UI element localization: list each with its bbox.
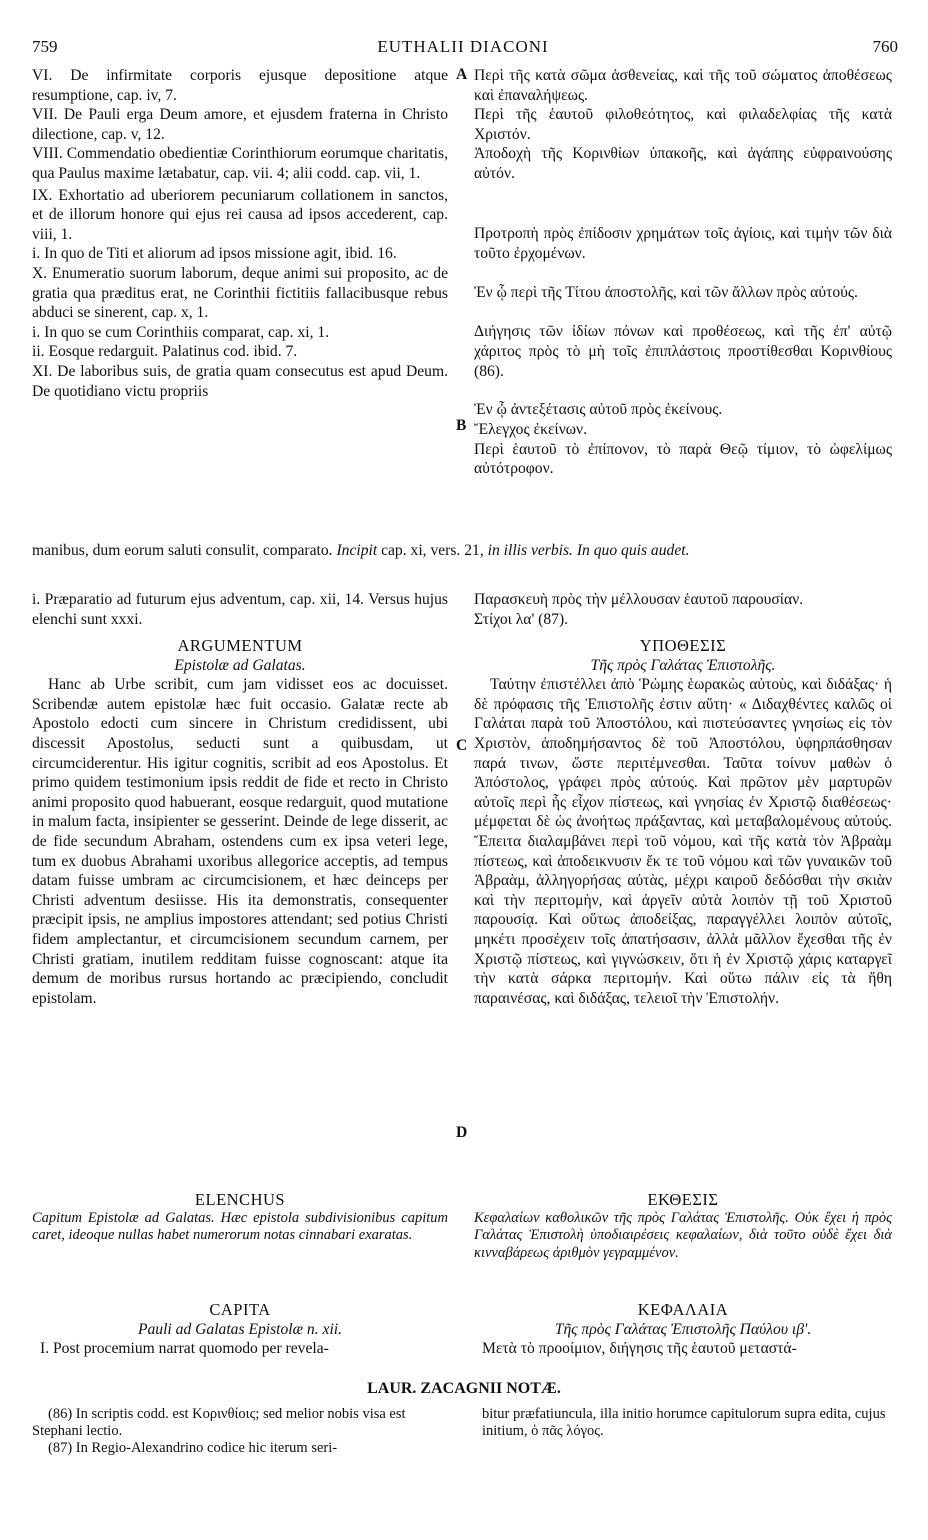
latin-toc-entry: XI. De laboribus suis, de gratia quam consecutus est apud Deum. De quotidiano victu propriis [32,362,448,400]
hypothesis-text: Ταύτην ἐπιστέλλει ἀπὸ Ῥώμης ἑωρακὼς αὐτοὺς, καὶ διδάξας· ἡ δὲ πρόφασις τῆς Ἐπιστολῆς ἐστιν αὕτη· « Διδαχθέντες καλῶς οἱ Γαλάται παρὰ τοῦ Ἀποστόλου, καὶ πιστεύσαντες γνησίως εἰς τὸν Χριστὸν, ἀποδημήσαντος δὲ τοῦ Ἀποστόλου, ὑφηρπάσθησαν παρά τινων, ὥστε περιτέμνεσθαι. Ταῦτα τοίνυν μαθὼν ὁ Ἀπόστολος, γράφει πρὸς αὐτούς. Καὶ πρῶτον μὲν μαρτυρῶν αὐτοῖς περὶ ἧς εἶχον πίστεως, καὶ γνησίας ἐν Χριστῷ διαθέσεως· μέμφεται δὲ ὡς ἀνοήτως πράξαντας, καὶ μεταβαλομένους αὐτούς. Ἔπειτα διαλαμβάνει περὶ τοῦ νόμου, καὶ τῆς κατὰ τὸν Ἀβραὰμ πίστεως, καὶ ἀποδεικνυσιν ἔκ τε τοῦ νόμου καὶ τῶν γυναικῶν τοῦ Ἀβραὰμ, ἀλληγορήσας αὐτὰς, μέχρι καιροῦ δεδόσθαι τὴν σκιὰν καὶ τὴν περιτομὴν, καὶ ἀργεῖν αὐτὰ λοιπὸν τῇ τοῦ Χριστοῦ παρουσίᾳ. Καὶ οὕτως ἀποδείξας, παραγγέλλει λοιπὸν αὐτοῖς, μηκέτι προσέχειν τοῖς ἀπατήσασιν, ἀλλὰ μᾶλλον ἔχεσθαι τῆς ἐν Χριστῷ πίστεως, καὶ γιγνώσκειν, ὅτι ἡ ἐν Χριστῷ χάρις καταργεῖ τὴν κατὰ σάρκα περιτομήν. Καὶ οὕτω πάλιν εἰς τὰ ἤθη παραινέσας, καὶ διδάξας, τελειοῖ τὴν Ἐπιστολήν. [474,676,892,1007]
footnote-87-continuation: bitur præfatiuncula, illa initio horumce capitulorum supra edita, cujus initium, ὁ πᾶς λόγος. [482,1406,886,1439]
latin-elenchus [32,1190,448,1245]
incipit-word: Incipit [336,542,378,559]
capita-text: I. Post procemium narrat quomodo per revela- [40,1340,329,1358]
running-title: EUTHALII DIACONI [377,37,549,56]
kephalaia-text: Μετὰ τὸ προοίμιον, διήγησις τῆς ἑαυτοῦ μεταστά- [482,1340,797,1358]
ekthesis-text: Κεφαλαίων καθολικῶν τῆς πρὸς Γαλάτας Ἐπιστολῆς. Οὐκ ἔχει ἡ πρὸς Γαλάτας Ἐπιστολὴ ὑποδιαιρέσεις κεφαλαίων, διὰ τοῦτο οὐδὲ ἔχει διὰ κινναβάρεως ἀριθμὸν γεγραμμένον. [474,1209,892,1261]
latin-mid-column [32,590,448,629]
notes-heading: LAUR. ZACAGNII NOTÆ. [367,1380,561,1397]
page-header [28,37,898,59]
greek-mid-entry: Παρασκευὴ πρὸς τὴν μέλλουσαν ἑαυτοῦ παρουσίαν. [474,591,804,608]
elenchus-heading: ELENCHUS [194,1190,286,1209]
greek-toc-entry: Περὶ ἑαυτοῦ τὸ ἐπίπονον, τὸ παρὰ Θεῷ τίμιον, τὸ ὠφελίμως αὐτότροφον. [474,440,892,478]
margin-marker-c: C [456,737,468,754]
incipit-tail: in illis verbis. In quo quis audet. [487,542,690,559]
capita-heading: CAPITA [209,1300,271,1319]
kephalaia-heading: ΚΕΦΑΛΑΙΑ [637,1300,729,1319]
greek-toc-entry: Περὶ τῆς ἑαυτοῦ φιλοθεότητος, καὶ φιλαδελφίας τῆς κατὰ Χριστόν. [474,106,892,143]
greek-mid-column [474,590,892,629]
latin-toc-entry: i. In quo de Titi et aliorum ad ipsos missione agit, ibid. 16. [32,245,397,263]
notes-left-column [32,1406,448,1457]
latin-argumentum [32,636,448,1008]
notes-right-column [482,1406,892,1440]
latin-toc-entry: X. Enumeratio suorum laborum, deque animi sui proposito, ac de gratia qua præditus erat, ne Corinthii fictitiis fallacibusque rebus abduci se sinerent, cap. x, 1. [32,264,448,322]
greek-mid-entry: Στίχοι λα' (87). [474,610,569,628]
latin-toc-column [32,66,448,401]
margin-marker-d: D [456,1124,468,1141]
latin-toc-entry: ii. Eosque redarguit. Palatinus cod. ibid. 7. [32,343,298,361]
greek-toc-column [474,66,892,479]
latin-mid-entry: i. Præparatio ad futurum ejus adventum, cap. xii, 14. Versus hujus elenchi sunt xxxi. [32,591,448,628]
footnote-87: (87) In Regio-Alexandrino codice hic iterum seri- [48,1440,338,1456]
incipit-line [32,541,894,561]
latin-toc-entry: VII. De Pauli erga Deum amore, et ejusdem fraterna in Christo dilectione, cap. v, 12. [32,106,448,143]
ekthesis-heading: ΕΚΘΕΣΙΣ [647,1190,719,1209]
kephalaia-subheading: Τῆς πρὸς Γαλάτας Ἐπιστολῆς Παύλου ιβ'. [554,1320,812,1338]
argumentum-subheading: Epistolæ ad Galatas. [174,656,306,674]
latin-toc-entry: i. In quo se cum Corinthiis comparat, cap. xi, 1. [32,323,330,341]
greek-toc-entry: Ἐν ᾧ ἀντεξέτασις αὐτοῦ πρὸς ἐκείνους. [474,401,723,419]
footnote-86: (86) In scriptis codd. est Κορινθίοις; sed melior nobis visa est Stephani lectio. [32,1406,406,1439]
page-number-right: 760 [872,37,898,56]
hypothesis-heading: ΥΠΟΘΕΣΙΣ [639,636,727,655]
latin-toc-entry: VIII. Commendatio obedientiæ Corinthiorum eorumque charitatis, qua Paulus maxime lætabatur, cap. vii. 4; alii codd. cap. vii, 1. [32,145,448,182]
hypothesis-subheading: Τῆς πρὸς Γαλάτας Ἐπιστολῆς. [590,656,776,674]
elenchus-text: Capitum Epistolæ ad Galatas. Hæc epistola subdivisionibus capitum caret, ideoque nullas habet numerorum notas cinnabari exaratas. [32,1209,448,1244]
greek-toc-entry: Ἐν ᾧ περὶ τῆς Τίτου ἀποστολῆς, καὶ τῶν ἄλλων πρὸς αὐτούς. [474,284,858,302]
greek-toc-entry: Ἔλεγχος ἐκείνων. [474,420,587,438]
page-number-left: 759 [32,37,58,56]
greek-kephalaia [474,1300,892,1359]
greek-ekthesis [474,1190,892,1262]
greek-toc-entry: Προτροπὴ πρὸς ἐπίδοσιν χρημάτων τοῖς ἁγίοις, καὶ τιμὴν τῶν διὰ τοῦτο ἐρχομένων. [474,225,892,262]
greek-hypothesis [474,636,892,1008]
margin-marker-a: A [456,66,468,83]
capita-subheading: Pauli ad Galatas Epistolæ n. xii. [137,1320,343,1338]
margin-marker-b: B [456,417,467,434]
greek-toc-entry: Περὶ τῆς κατὰ σῶμα ἀσθενείας, καὶ τῆς τοῦ σώματος ἀποθέσεως καὶ ἐπαναλήψεως. [474,67,892,104]
argumentum-heading: ARGUMENTUM [177,636,303,655]
greek-toc-entry: Ἀποδοχὴ τῆς Κορινθίων ὑπακοῆς, καὶ ἀγάπης εὐφραινούσης αὐτόν. [474,145,892,182]
latin-toc-entry: VI. De infirmitate corporis ejusque depositione atque resumptione, cap. iv, 7. [32,67,448,104]
latin-toc-entry: IX. Exhortatio ad uberiorem pecuniarum collationem in sanctos, et de illorum honore qui ejus rei causa ad ipsos accederent, cap. viii, 1. [32,186,448,243]
latin-capita [32,1300,448,1359]
greek-toc-entry: Διήγησις τῶν ἰδίων πόνων καὶ προθέσεως, καὶ τῆς ἐπ' αὐτῷ χάριτος πρὸς τὸ μὴ τοῖς ἐπιπλάστοις προστίθεσθαι Κορινθίους (86). [474,323,892,380]
incipit-latin: manibus, dum eorum saluti consulit, comparato. [32,542,333,559]
incipit-reference: cap. xi, vers. 21, [377,542,488,559]
argumentum-text: Hanc ab Urbe scribit, cum jam vidisset eos ac docuisset. Scribendæ autem epistolæ hæc fuit occasio. Galatæ recte ab Apostolo edocti cum sincere in Christum credidissent, ubi discessit Apostolus, seducti sunt a quibusdam, ut circumciderentur. His igitur cognitis, scribit ad eos Apostolus. Et primo quidem testimonium ipsis reddit de fide et recto in Christo animi proposito quod habuerant, eosque redarguit, quod mutatione in malum facta, insipienter se gesserint. Deinde de lege disserit, ac de fide secundum Abraham, ostendens cum ex ipsa veteri lege, tum ex duobus Abrahami uxoribus allegorice acceptis, ad tempus datam fuisse umbram ac circumcisionem, et hæc deinceps per Christi adventum desiisse. His ita demonstratis, consequenter præcipit ipsis, ne amplius impostores attendant; sed potius Christi fidem amplectantur, et circumcisionem secundum carnem, per Christi gratiam, inutilem redditam fuisse cognoscant: atque ita demum de moribus rursus hortando ac præcipiendo, concludit epistolam. [32,676,448,1007]
